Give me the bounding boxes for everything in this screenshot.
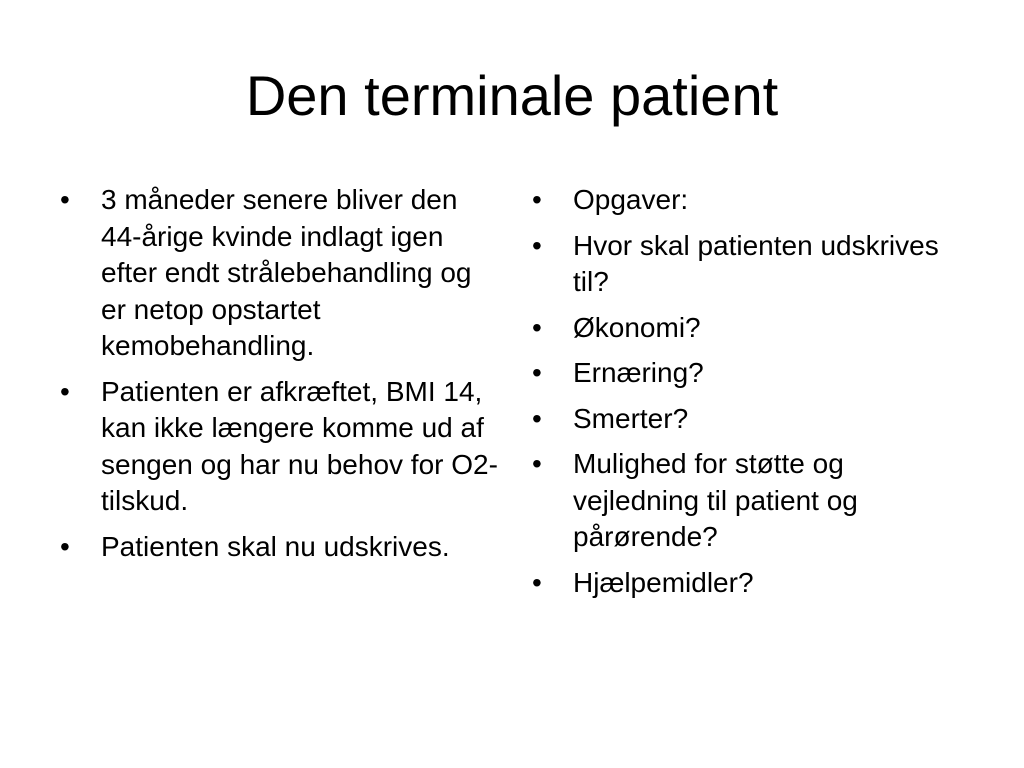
bullet-text: Smerter?: [573, 402, 689, 434]
list-item: [532, 310, 972, 347]
bullet-icon: •: [532, 448, 542, 479]
list-item: [60, 374, 500, 520]
list-item: [60, 182, 500, 365]
bullet-text: Økonomi?: [573, 311, 701, 343]
bullet-icon: •: [60, 375, 70, 407]
bullet-icon: •: [532, 566, 542, 598]
list-item: [532, 355, 972, 392]
bullet-text: Hjælpemidler?: [573, 566, 754, 598]
bullet-text: Ernæring?: [573, 357, 704, 388]
list-item: [532, 565, 972, 602]
right-bullet-list: [532, 182, 972, 610]
bullet-icon: •: [532, 184, 542, 215]
bullet-icon: •: [532, 402, 542, 434]
list-item: [532, 182, 972, 219]
bullet-text: Hvor skal patienten udskrives til?: [573, 229, 939, 297]
slide-title: Den terminale patient: [245, 64, 779, 127]
list-item: [532, 446, 972, 556]
left-bullet-list: [60, 182, 500, 574]
bullet-text: Opgaver:: [573, 184, 689, 215]
bullet-icon: •: [60, 184, 70, 215]
list-item: [532, 401, 972, 438]
list-item: [60, 529, 500, 566]
bullet-icon: •: [532, 357, 542, 388]
bullet-text: Mulighed for støtte og vejledning til patient og pårørende?: [573, 448, 858, 552]
bullet-icon: •: [532, 229, 542, 261]
bullet-text: 3 måneder senere bliver den 44-årige kvinde indlagt igen efter endt strålebehandling og er netop opstartet kemobehandling.: [101, 184, 472, 361]
bullet-icon: •: [60, 530, 70, 562]
bullet-icon: •: [532, 311, 542, 343]
bullet-text: Patienten er afkræftet, BMI 14, kan ikke længere komme ud af sengen og har nu behov for O2-tilskud.: [101, 375, 498, 516]
list-item: [532, 228, 972, 301]
bullet-text: Patienten skal nu udskrives.: [101, 530, 450, 562]
